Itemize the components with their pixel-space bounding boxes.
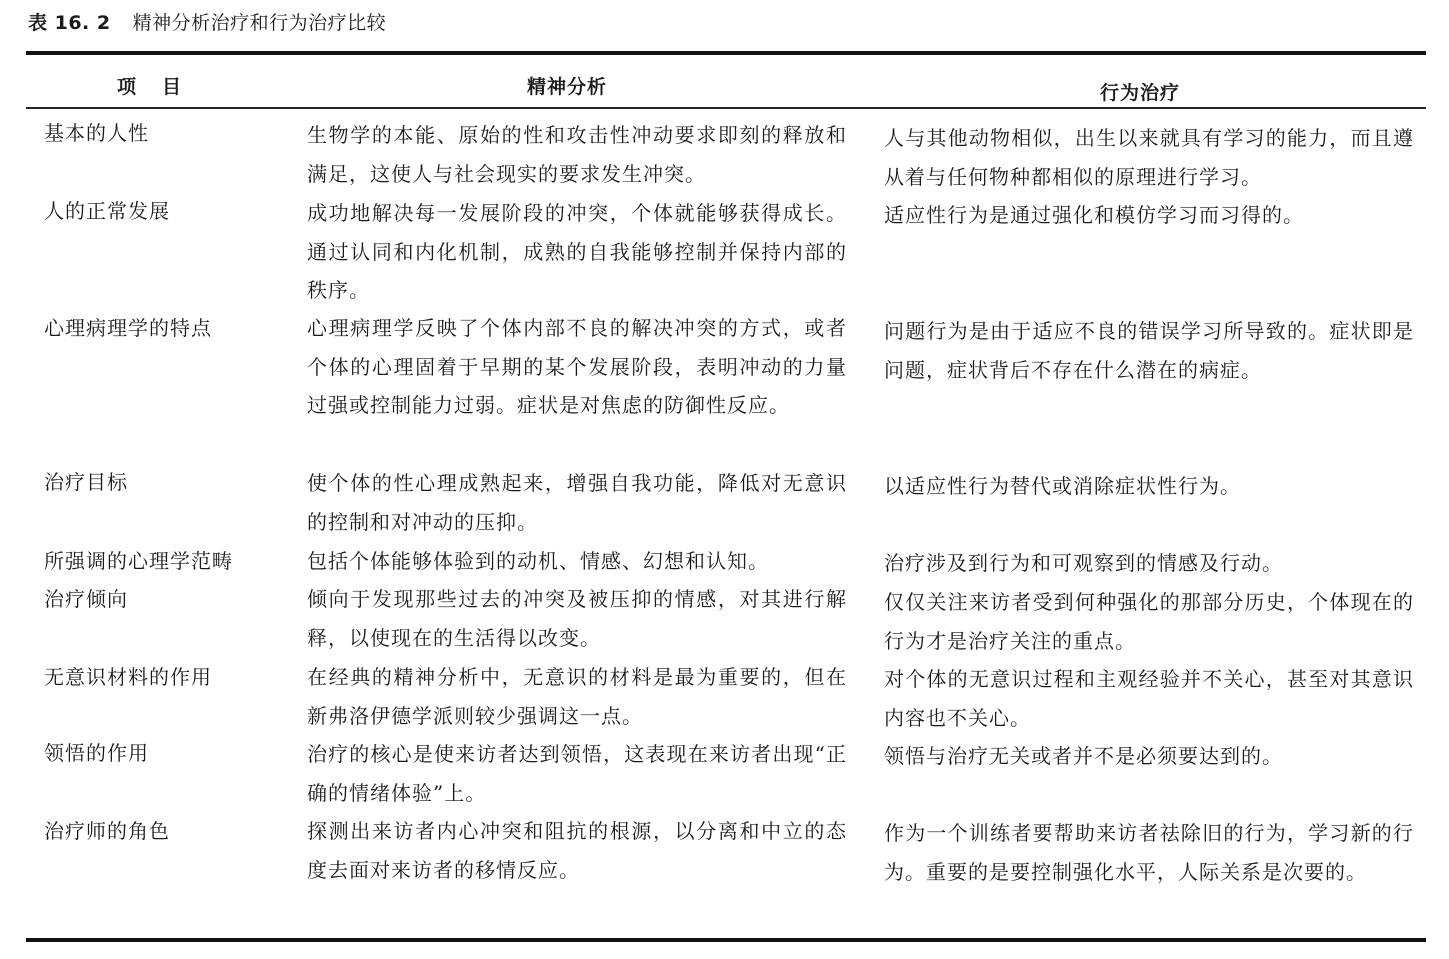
table-caption <box>28 8 386 35</box>
row-item: 治疗目标 <box>44 470 128 494</box>
row-behavior: 适应性行为是通过强化和模仿学习而习得的。 <box>884 203 1304 227</box>
row-psychoanalysis: 探测出来访者内心冲突和阻抗的根源，以分离和中立的态度去面对来访者的移情反应。 <box>307 819 847 882</box>
row-item: 领悟的作用 <box>44 741 149 765</box>
row-behavior: 以适应性行为替代或消除症状性行为。 <box>884 474 1241 498</box>
row-psychoanalysis: 心理病理学反映了个体内部不良的解决冲突的方式，或者个体的心理固着于早期的某个发展阶段，表明冲动的力量过强或控制能力过弱。症状是对焦虑的防御性反应。 <box>307 316 847 417</box>
row-psychoanalysis: 治疗的核心是使来访者达到领悟，这表现在来访者出现“正确的情绪体验”上。 <box>307 742 847 805</box>
row-item: 心理病理学的特点 <box>44 316 212 340</box>
row-psychoanalysis: 包括个体能够体验到的动机、情感、幻想和认知。 <box>307 549 769 573</box>
header-behavior-therapy: 行为治疗 <box>1100 82 1181 104</box>
row-psychoanalysis: 生物学的本能、原始的性和攻击性冲动要求即刻的释放和满足，这使人与社会现实的要求发生冲突。 <box>307 123 847 186</box>
row-behavior: 领悟与治疗无关或者并不是必须要达到的。 <box>884 744 1283 768</box>
row-item: 人的正常发展 <box>44 199 170 223</box>
row-item: 基本的人性 <box>44 121 149 145</box>
row-psychoanalysis: 使个体的性心理成熟起来，增强自我功能，降低对无意识的控制和对冲动的压抑。 <box>307 471 847 534</box>
row-behavior: 治疗涉及到行为和可观察到的情感及行动。 <box>884 551 1283 575</box>
row-item: 所强调的心理学范畴 <box>44 549 233 573</box>
row-psychoanalysis: 在经典的精神分析中，无意识的材料是最为重要的，但在新弗洛伊德学派则较少强调这一点。 <box>307 665 847 728</box>
row-behavior: 人与其他动物相似，出生以来就具有学习的能力，而且遵从着与任何物种都相似的原理进行学习。 <box>884 126 1414 189</box>
row-behavior: 仅仅关注来访者受到何种强化的那部分历史，个体现在的行为才是治疗关注的重点。 <box>884 590 1414 653</box>
bottom-rule <box>26 938 1426 942</box>
header-rule <box>26 107 1426 109</box>
row-behavior: 对个体的无意识过程和主观经验并不关心，甚至对其意识内容也不关心。 <box>884 667 1414 730</box>
row-item: 治疗倾向 <box>44 587 128 611</box>
row-psychoanalysis: 倾向于发现那些过去的冲突及被压抑的情感，对其进行解释，以使现在的生活得以改变。 <box>307 587 847 650</box>
row-behavior: 作为一个训练者要帮助来访者祛除旧的行为，学习新的行为。重要的是要控制强化水平，人际关系是次要的。 <box>884 821 1414 884</box>
row-behavior: 问题行为是由于适应不良的错误学习所导致的。症状即是问题，症状背后不存在什么潜在的病症。 <box>884 319 1414 382</box>
row-item: 无意识材料的作用 <box>44 665 212 689</box>
table-title: 精神分析治疗和行为治疗比较 <box>132 12 387 34</box>
table-number: 表 16. 2 <box>28 12 111 34</box>
header-item: 项目 <box>117 76 208 98</box>
row-psychoanalysis: 成功地解决每一发展阶段的冲突，个体就能够获得成长。通过认同和内化机制，成熟的自我能够控制并保持内部的秩序。 <box>307 201 847 302</box>
header-psychoanalysis: 精神分析 <box>527 76 608 98</box>
top-rule <box>26 51 1426 55</box>
row-item: 治疗师的角色 <box>44 819 170 843</box>
